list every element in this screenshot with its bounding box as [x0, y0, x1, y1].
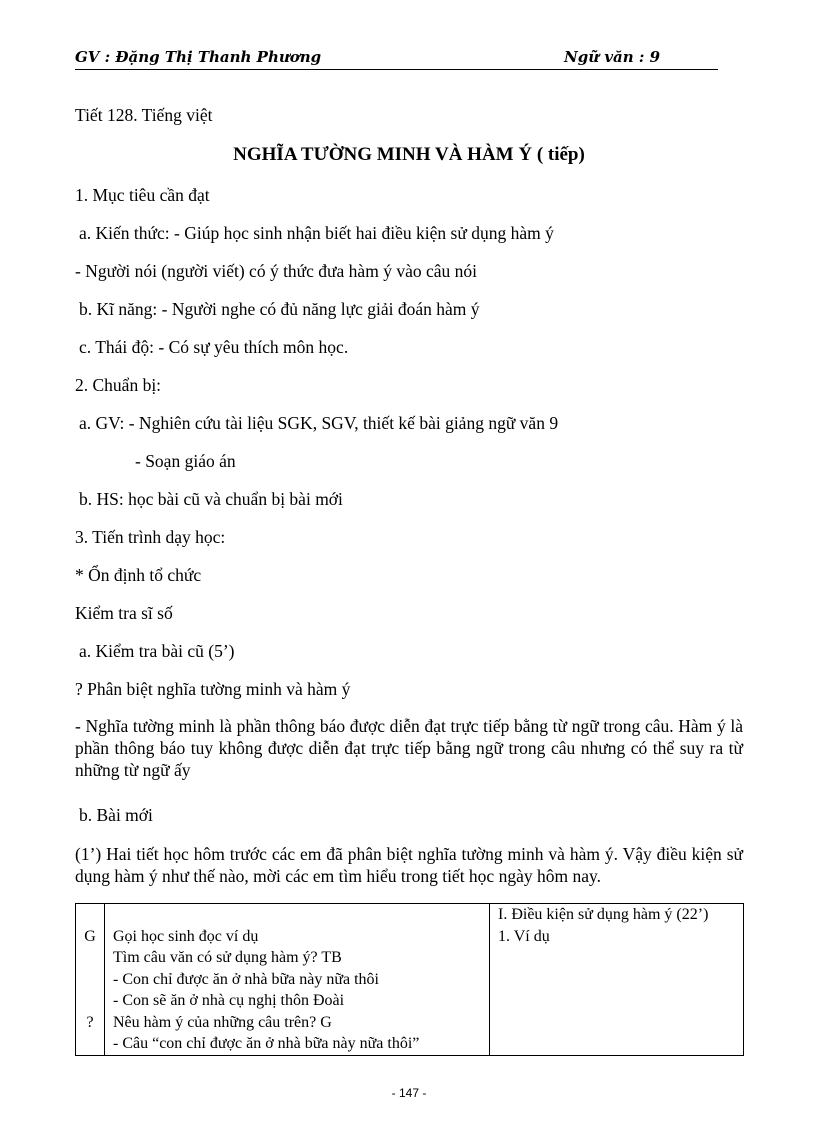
process-heading: 3. Tiến trình dạy học: [75, 527, 226, 547]
header-divider [75, 69, 718, 70]
marker-cell [76, 1033, 104, 1055]
knowledge-line: a. Kiến thức: - Giúp học sinh nhận biết hai điều kiện sử dụng hàm ý [79, 223, 554, 243]
stabilize-line: * Ổn định tổ chức [75, 565, 202, 585]
activity-line: Nêu hàm ý của những câu trên? G [113, 1013, 332, 1031]
activity-line: - Con chỉ được ăn ở nhà bữa này nữa thôi [113, 970, 379, 988]
lesson-label: Tiết 128. Tiếng việt [75, 105, 213, 125]
old-lesson-line: a. Kiểm tra bài cũ (5’) [79, 641, 235, 661]
example-label: 1. Ví dụ [498, 927, 550, 945]
activity-line: Gọi học sinh đọc ví dụ [113, 927, 259, 945]
marker-cell: ? [86, 1013, 94, 1031]
activity-line: - Câu “con chỉ được ăn ở nhà bữa này nữa thôi” [113, 1035, 420, 1052]
attendance-line: Kiểm tra sĩ số [75, 603, 173, 623]
lesson-activity-table [75, 903, 744, 1056]
activity-line: - Con sẽ ăn ở nhà cụ nghị thôn Đoài [113, 992, 345, 1009]
marker-column [76, 904, 105, 1056]
student-prep-line: b. HS: học bài cũ và chuẩn bị bài mới [79, 489, 343, 509]
speaker-line: - Người nói (người viết) có ý thức đưa hàm ý vào câu nói [75, 261, 477, 281]
marker-cell [76, 969, 104, 991]
intro-paragraph: (1’) Hai tiết học hôm trước các em đã phân biệt nghĩa tường minh và hàm ý. Vậy điều kiện sử dụng hàm ý như thế nào, mời các em tìm hiểu trong tiết học ngày hôm nay. [75, 844, 743, 886]
page-number: - 147 - [391, 1086, 427, 1100]
question-line: ? Phân biệt nghĩa tường minh và hàm ý [75, 679, 351, 699]
activity-line [113, 904, 489, 926]
marker-cell [76, 990, 104, 1012]
attitude-line: c. Thái độ: - Có sự yêu thích môn học. [79, 337, 349, 357]
lesson-plan-line: - Soạn giáo án [135, 451, 236, 471]
marker-cell: G [84, 927, 96, 945]
answer-paragraph: - Nghĩa tường minh là phần thông báo được diễn đạt trực tiếp bằng từ ngữ trong câu. Hàm ý là phần thông báo tuy không được diễn đạt trực tiếp bằng ngữ trong câu nhưng có thể suy ra từ những từ ngữ ấy [75, 716, 743, 780]
marker-cell [76, 947, 104, 969]
activity-line: Tìm câu văn có sử dụng hàm ý? TB [113, 949, 342, 966]
new-lesson-line: b. Bài mới [79, 805, 153, 825]
marker-cell [76, 904, 104, 926]
lesson-title: NGHĨA TƯỜNG MINH VÀ HÀM Ý ( tiếp) [233, 144, 585, 165]
objectives-heading: 1. Mục tiêu cần đạt [75, 185, 210, 205]
section-heading: I. Điều kiện sử dụng hàm ý (22’) [498, 906, 709, 923]
teacher-prep-line: a. GV: - Nghiên cứu tài liệu SGK, SGV, thiết kế bài giảng ngữ văn 9 [79, 413, 559, 433]
activity-column [105, 904, 490, 1056]
preparation-heading: 2. Chuẩn bị: [75, 375, 162, 395]
content-column [490, 904, 744, 1056]
header-subject: Ngữ văn : 9 [564, 48, 661, 66]
page-header [75, 48, 717, 70]
header-teacher: GV : Đặng Thị Thanh Phương [75, 48, 322, 66]
skills-line: b. Kĩ năng: - Người nghe có đủ năng lực giải đoán hàm ý [79, 299, 480, 319]
